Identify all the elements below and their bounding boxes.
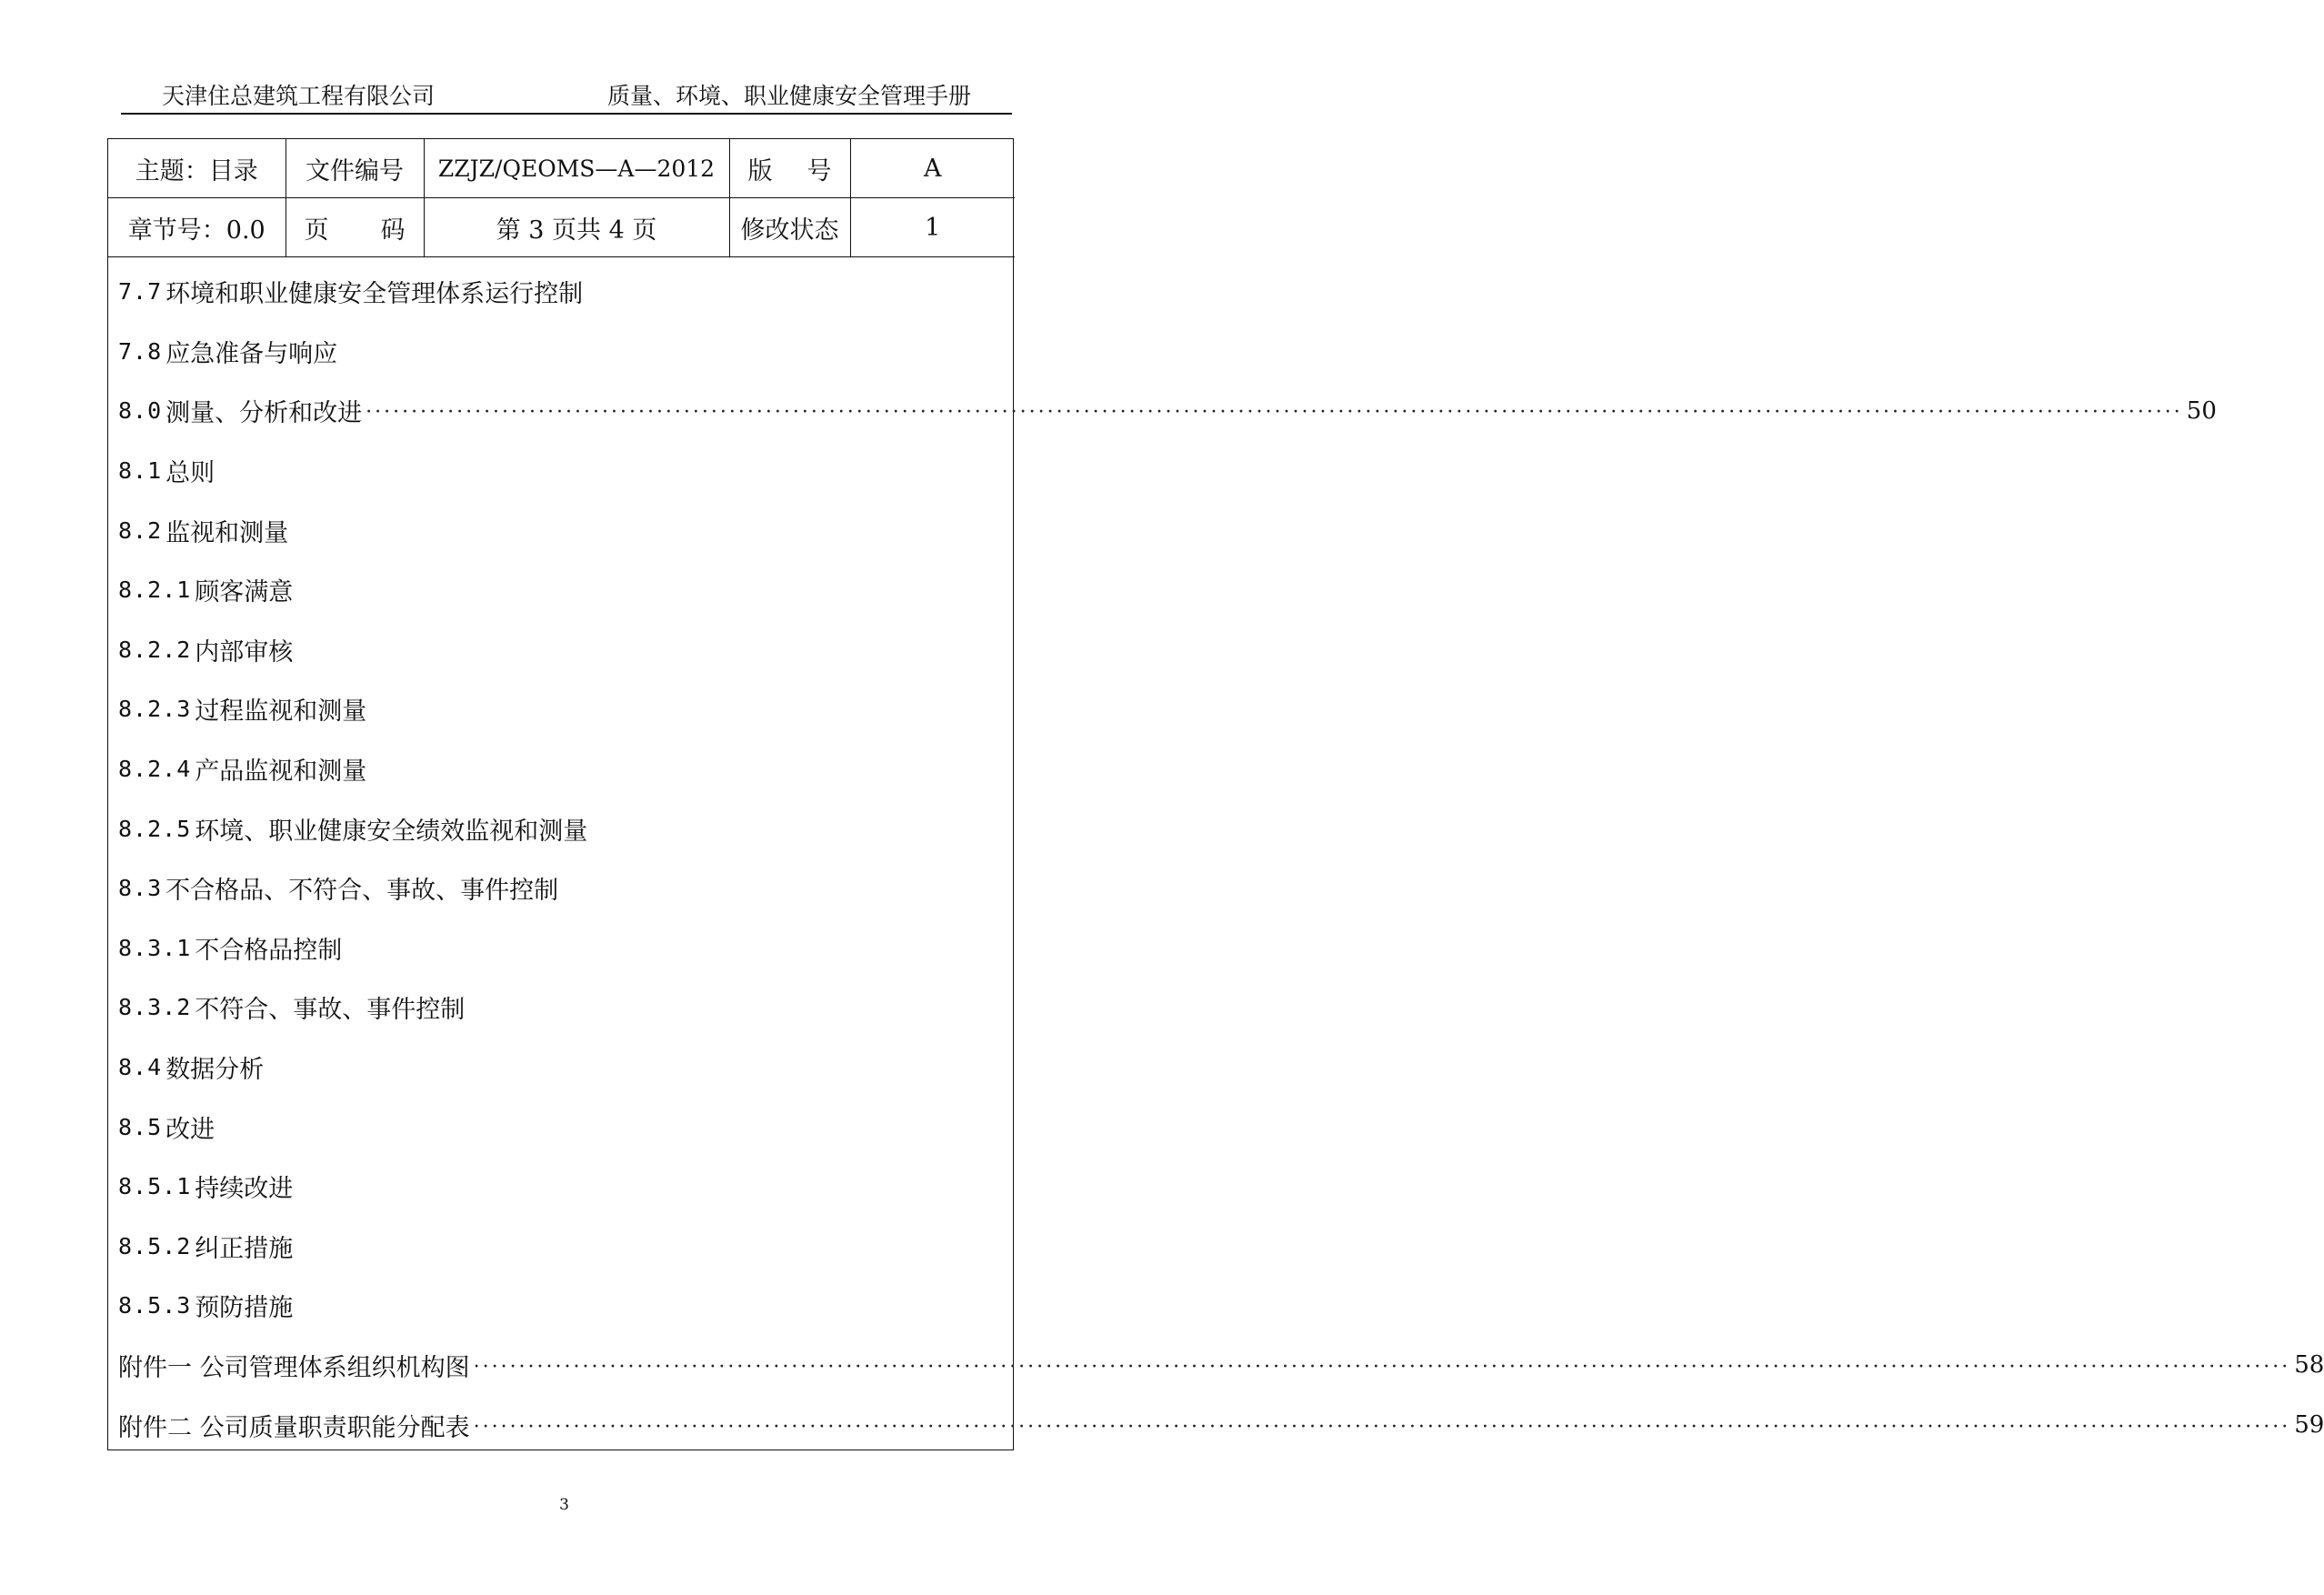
subject-cell: 主题：目录 [108,139,285,198]
toc-entry-label: 不合格品控制 [195,936,343,965]
page-value: 第 3 页共 4 页 [424,198,729,257]
version-label-a: 版 [747,156,773,186]
toc-entry-label: 监视和测量 [165,518,289,547]
toc-entry[interactable] [108,1395,2324,1455]
toc-entry-number: 8.5 [118,1113,163,1140]
document-meta-table [108,139,1015,257]
toc-entry-label: 应急准备与响应 [165,339,338,368]
page-number: 3 [559,1496,569,1514]
toc-entry-label: 附件一 公司管理体系组织机构图 [118,1353,470,1382]
toc-entry-label: 不合格品、不符合、事故、事件控制 [165,877,559,906]
toc-entry[interactable] [108,679,1013,739]
toc-entry-label: 顾客满意 [195,578,294,607]
toc-entry[interactable] [108,739,1013,799]
toc-entry-label: 产品监视和测量 [195,757,367,787]
manual-title: 质量、环境、职业健康安全管理手册 [606,83,971,109]
version-value: A [850,139,1015,198]
toc-entry[interactable] [108,1217,1013,1277]
toc-entry-number: 8.2.4 [118,756,192,783]
page-label-a: 页 [304,216,329,245]
toc-entry-number: 8.2.1 [118,577,192,604]
toc-entry-page: 58 [2294,1351,2324,1379]
toc-entry[interactable] [108,1336,2324,1396]
toc-entry[interactable] [108,918,1013,978]
toc-entry[interactable] [108,381,2217,441]
toc-entry-label: 附件二 公司质量职责职能分配表 [118,1413,470,1442]
toc-entry-label: 环境和职业健康安全管理体系运行控制 [165,280,584,309]
toc-entry-number: 8.3.1 [118,934,192,961]
toc-entry[interactable] [108,798,1013,858]
toc-entry[interactable] [108,1038,1013,1098]
toc-entry-number: 8.2.2 [118,636,192,663]
toc-entry[interactable] [108,441,1013,501]
toc-entry-label: 内部审核 [195,637,294,667]
page-label-b: 码 [380,216,406,245]
toc-entry-label: 环境、职业健康安全绩效监视和测量 [195,817,588,846]
running-header [121,78,1012,115]
toc-entry[interactable] [108,620,1013,680]
toc-entry-number: 8.2.3 [118,696,192,723]
page-label [285,198,424,257]
doc-no-value: ZZJZ/QEOMS—A—2012 [424,139,729,198]
toc-entry-label: 数据分析 [165,1056,265,1085]
toc-entry[interactable] [108,1097,1013,1157]
revision-label: 修改状态 [729,198,850,257]
table-of-contents [108,262,2324,1455]
toc-entry[interactable] [108,978,1013,1038]
toc-entry-label: 改进 [165,1115,215,1144]
toc-entry-label: 测量、分析和改进 [165,399,363,428]
toc-entry[interactable] [108,560,1013,620]
toc-entry-number: 7.8 [118,337,163,365]
toc-entry[interactable] [108,1276,1013,1336]
toc-entry-number: 8.4 [118,1054,163,1081]
toc-entry-label: 总则 [165,459,215,488]
toc-entry-label: 预防措施 [195,1294,294,1323]
toc-dot-leader: ········································································································································································································ [366,401,2183,425]
toc-entry-number: 8.5.3 [118,1292,192,1319]
toc-dot-leader: ········································································································································································································ [473,1415,2291,1439]
version-label [729,139,850,198]
toc-entry-page: 50 [2186,396,2217,425]
toc-entry-number: 8.5.2 [118,1232,192,1259]
toc-entry[interactable] [108,500,1013,560]
revision-value: 1 [850,198,1015,257]
toc-entry-number: 8.3 [118,875,163,902]
doc-no-label: 文件编号 [285,139,424,198]
toc-entry-label: 过程监视和测量 [195,697,367,727]
toc-entry[interactable] [108,322,1013,382]
company-name: 天津住总建筑工程有限公司 [162,83,436,109]
toc-entry-number: 8.0 [118,397,163,425]
toc-entry-label: 持续改进 [195,1175,294,1204]
toc-entry-number: 8.2.5 [118,815,192,842]
toc-entry[interactable] [108,1157,1013,1217]
document-frame [107,138,2324,1450]
toc-entry-number: 8.1 [118,457,163,485]
toc-entry-label: 不符合、事故、事件控制 [195,996,466,1025]
toc-entry-number: 7.7 [118,278,163,306]
toc-entry-page: 59 [2294,1411,2324,1440]
toc-dot-leader: ········································································································································································································ [473,1355,2291,1379]
toc-entry-number: 8.5.1 [118,1173,192,1200]
toc-entry-number: 8.3.2 [118,994,192,1021]
toc-entry-number: 8.2 [118,517,163,544]
chapter-cell: 章节号：0.0 [108,198,285,257]
toc-entry[interactable] [108,858,1013,918]
version-label-b: 号 [806,156,832,186]
toc-entry[interactable] [108,262,1013,322]
toc-entry-label: 纠正措施 [195,1234,294,1263]
